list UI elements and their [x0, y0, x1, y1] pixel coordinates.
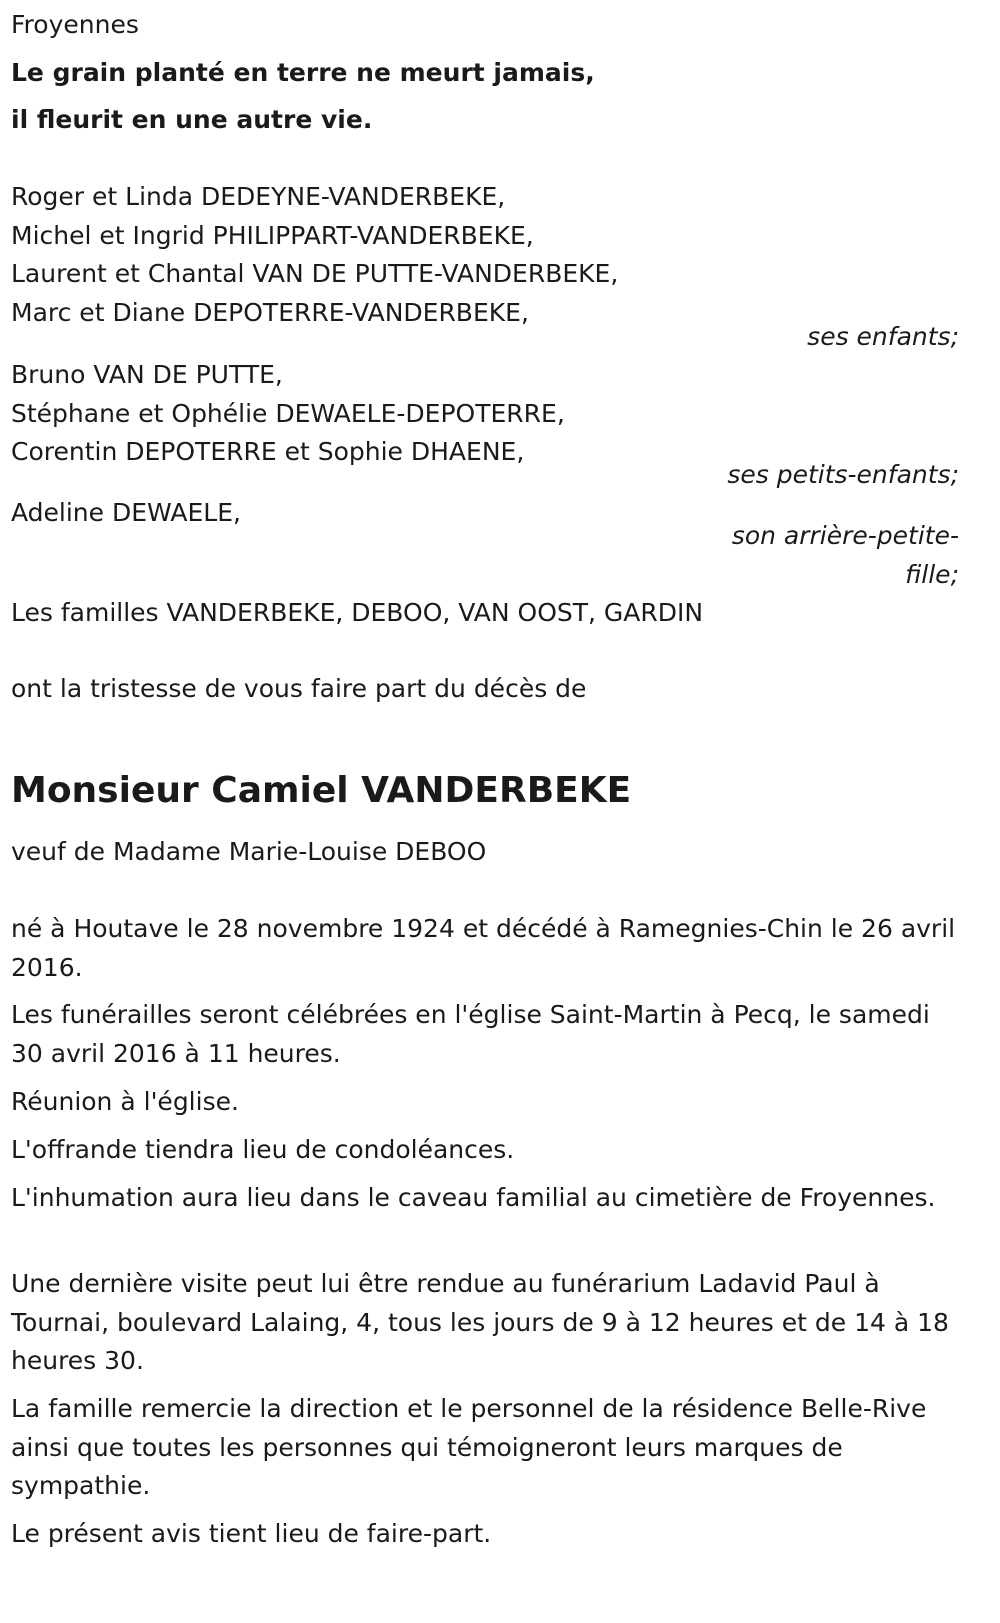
children-list: [11, 178, 618, 332]
burial-paragraph: L'inhumation aura lieu dans le caveau familial au cimetière de Froyennes.: [11, 1183, 936, 1212]
child-name: Laurent et Chantal VAN DE PUTTE-VANDERBEKE,: [11, 259, 619, 288]
verse-line-2: il fleurit en une autre vie.: [11, 105, 373, 134]
great-grandchildren-list: [11, 494, 241, 533]
child-name: Roger et Linda DEDEYNE-VANDERBEKE,: [11, 182, 506, 211]
thanks-paragraph: La famille remercie la direction et le personnel de la résidence Belle-Rive ainsi que toutes les personnes qui témoigneront leurs marques de sympathie.: [11, 1394, 927, 1500]
child-name: Michel et Ingrid PHILIPPART-VANDERBEKE,: [11, 220, 534, 250]
children-relation: ses enfants;: [807, 322, 959, 351]
announcement-line: ont la tristesse de vous faire part du décès de: [11, 674, 587, 703]
great-grandchild-name: Adeline DEWAELE,: [11, 498, 241, 527]
grandchild-name: Corentin DEPOTERRE et Sophie DHAENE,: [11, 437, 525, 466]
location-heading: Froyennes: [11, 10, 139, 39]
reunion-paragraph: Réunion à l'église.: [11, 1087, 239, 1116]
grandchild-name: Stéphane et Ophélie DEWAELE-DEPOTERRE,: [11, 398, 565, 428]
widow-line: veuf de Madame Marie-Louise DEBOO: [11, 837, 487, 866]
notice-paragraph: Le présent avis tient lieu de faire-part.: [11, 1519, 492, 1548]
grandchild-name: Bruno VAN DE PUTTE,: [11, 360, 283, 389]
funeral-paragraph: Les funérailles seront célébrées en l'église Saint-Martin à Pecq, le samedi 30 avril 2016 à 11 heures.: [11, 1000, 930, 1068]
grandchildren-list: [11, 356, 565, 472]
child-name: Marc et Diane DEPOTERRE-VANDERBEKE,: [11, 297, 529, 327]
visit-paragraph: Une dernière visite peut lui être rendue au funérarium Ladavid Paul à Tournai, boulevard Lalaing, 4, tous les jours de 9 à 12 heures et de 14 à 18 heures 30.: [11, 1269, 949, 1375]
offering-paragraph: L'offrande tiendra lieu de condoléances.: [11, 1135, 515, 1164]
families-line: Les familles VANDERBEKE, DEBOO, VAN OOST, GARDIN: [11, 598, 704, 627]
verse-line-1: Le grain planté en terre ne meurt jamais,: [11, 58, 595, 87]
great-grandchildren-relation: son arrière-petite-fille;: [731, 521, 959, 589]
grandchildren-relation: ses petits-enfants;: [727, 460, 959, 489]
birth-death-paragraph: né à Houtave le 28 novembre 1924 et décédé à Ramegnies-Chin le 26 avril 2016.: [11, 914, 956, 982]
deceased-name: Monsieur Camiel VANDERBEKE: [11, 770, 632, 812]
